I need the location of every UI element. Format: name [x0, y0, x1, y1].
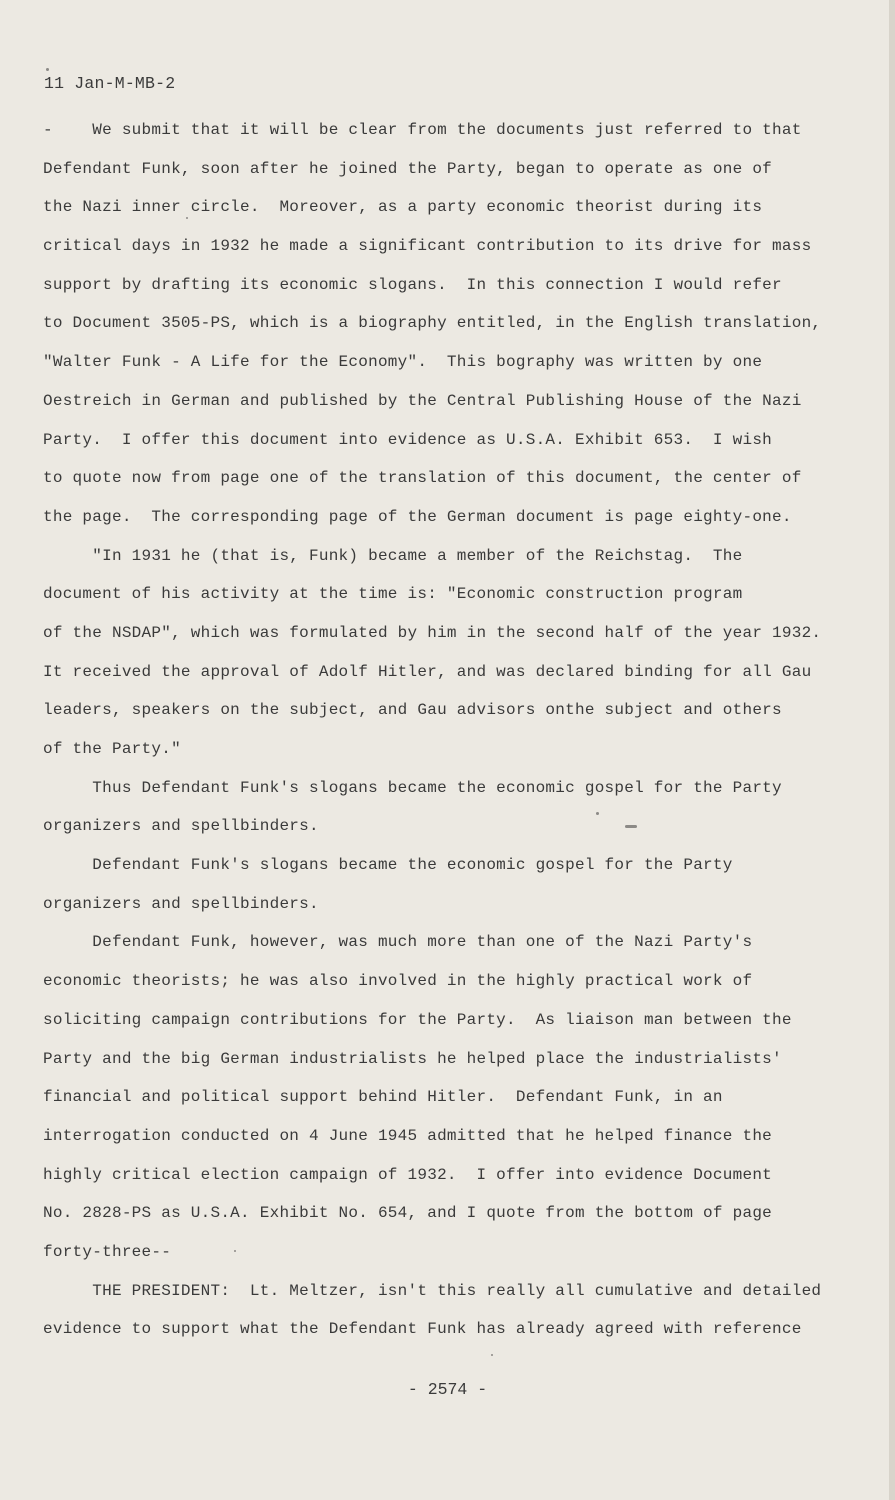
text-line: the page. The corresponding page of the German document is page eighty-one. [43, 507, 792, 526]
text-line: "In 1931 he (that is, Funk) became a member of the Reichstag. The [43, 546, 743, 565]
text-line: Defendant Funk, soon after he joined the Party, began to operate as one of [43, 159, 773, 178]
text-line: the Nazi inner circle. Moreover, as a party economic theorist during its [43, 198, 763, 217]
text-line: Oestreich in German and published by the Central Publishing House of the Nazi [43, 391, 802, 410]
text-line: organizers and spellbinders. [43, 894, 319, 913]
text-line: of the Party." [43, 740, 181, 758]
text-line: of the NSDAP", which was formulated by him in the second half of the year 1932. [43, 623, 822, 642]
paper-speck [46, 68, 49, 71]
text-line: forty-three-- [43, 1242, 172, 1261]
paper-speck [596, 812, 599, 815]
text-line: organizers and spellbinders. [43, 817, 319, 836]
text-line: interrogation conducted on 4 June 1945 admitted that he helped finance the [43, 1126, 773, 1145]
text-line: Defendant Funk, however, was much more than one of the Nazi Party's [43, 933, 753, 952]
text-line: It received the approval of Adolf Hitler, and was declared binding for all Gau [43, 662, 812, 681]
text-line: Party and the big German industrialists he helped place the industrialists' [43, 1049, 782, 1068]
text-line: to quote now from page one of the translation of this document, the center of [43, 469, 802, 488]
text-line: soliciting campaign contributions for the Party. As liaison man between the [43, 1010, 792, 1029]
paper-speck [186, 217, 188, 219]
text-line: evidence to support what the Defendant Funk has already agreed with reference [43, 1320, 802, 1339]
text-line: No. 2828-PS as U.S.A. Exhibit No. 654, and I quote from the bottom of page [43, 1204, 773, 1223]
text-line: - We submit that it will be clear from the documents just referred to that [43, 121, 802, 139]
text-line: economic theorists; he was also involved in the highly practical work of [43, 972, 753, 991]
text-line: "Walter Funk - A Life for the Economy". This bography was written by one [43, 353, 763, 372]
text-line: THE PRESIDENT: Lt. Meltzer, isn't this really all cumulative and detailed [43, 1281, 822, 1300]
paper-speck [234, 1250, 236, 1252]
text-line: support by drafting its economic slogans. In this connection I would refer [43, 275, 782, 294]
text-line: Party. I offer this document into evidence as U.S.A. Exhibit 653. I wish [43, 430, 773, 449]
text-line: highly critical election campaign of 1932. I offer into evidence Document [43, 1165, 773, 1184]
text-line: financial and political support behind Hitler. Defendant Funk, in an [43, 1088, 723, 1107]
page-number: - 2574 - [407, 1380, 488, 1399]
text-line: Defendant Funk's slogans became the economic gospel for the Party [43, 856, 733, 875]
text-line: document of his activity at the time is: "Economic construction program [43, 585, 743, 604]
text-line: to Document 3505-PS, which is a biography entitled, in the English translation, [43, 314, 822, 333]
document-header: 11 Jan-M-MB-2 [44, 74, 176, 93]
paper-speck [491, 1354, 493, 1356]
text-line: Thus Defendant Funk's slogans became the economic gospel for the Party [43, 778, 782, 797]
paper-speck [625, 825, 637, 828]
text-line: leaders, speakers on the subject, and Gau advisors onthe subject and others [43, 701, 782, 720]
text-line: critical days in 1932 he made a significant contribution to its drive for mass [43, 237, 812, 256]
document-body [43, 115, 843, 1353]
